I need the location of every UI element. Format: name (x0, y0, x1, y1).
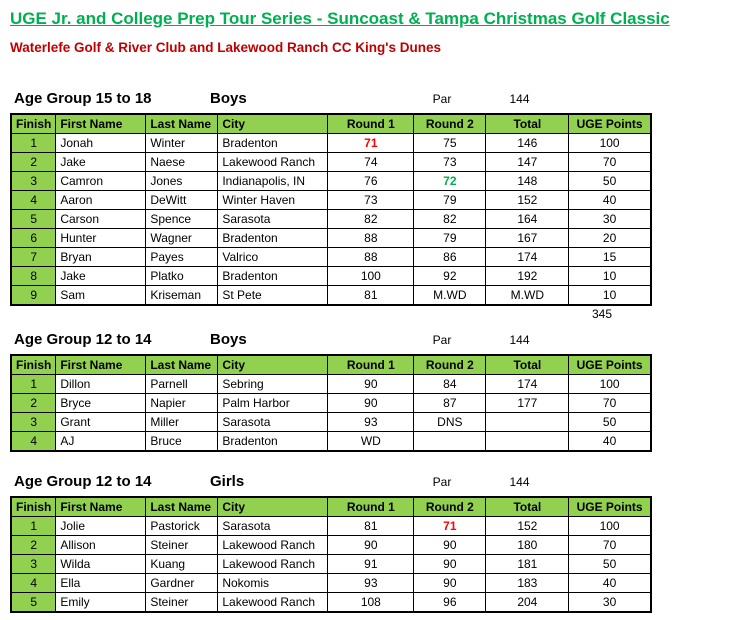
first-name-cell: Camron (56, 172, 146, 191)
table-row (11, 394, 651, 413)
first-name-cell: Ella (56, 574, 146, 593)
first-name-cell: Wilda (56, 555, 146, 574)
col-header-last-name: Last Name (146, 355, 218, 375)
city-cell: Sarasota (218, 413, 328, 432)
table-row (11, 432, 651, 452)
table-row (11, 555, 651, 574)
first-name-cell: Sam (56, 286, 146, 306)
round2-cell: DNS (414, 413, 486, 432)
round2-cell: 86 (414, 248, 486, 267)
col-header-finish: Finish (11, 355, 56, 375)
first-name-cell: Jake (56, 153, 146, 172)
age-group-section-12-14-girls (10, 472, 738, 613)
finish-cell: 2 (11, 394, 56, 413)
finish-cell: 5 (11, 593, 56, 613)
header-row (11, 355, 651, 375)
section-heading (10, 89, 738, 109)
round2-cell: 75 (414, 134, 486, 153)
round1-cell: 73 (328, 191, 414, 210)
finish-cell: 1 (11, 134, 56, 153)
round2-cell: 90 (414, 555, 486, 574)
uge-points-cell: 40 (569, 191, 651, 210)
uge-points-cell: 40 (569, 432, 651, 452)
col-header-finish: Finish (11, 114, 56, 134)
col-header-round1: Round 1 (328, 355, 414, 375)
col-header-round2: Round 2 (414, 114, 486, 134)
city-cell: Lakewood Ranch (218, 536, 328, 555)
first-name-cell: Aaron (56, 191, 146, 210)
uge-points-cell: 30 (569, 593, 651, 613)
age-group-section-15-18-boys (10, 89, 738, 322)
table-row (11, 210, 651, 229)
division-label: Girls (210, 473, 245, 490)
finish-cell: 4 (11, 432, 56, 452)
first-name-cell: Allison (56, 536, 146, 555)
first-name-cell: Grant (56, 413, 146, 432)
uge-points-cell: 50 (569, 172, 651, 191)
round1-cell: WD (328, 432, 414, 452)
last-name-cell: Naese (146, 153, 218, 172)
first-name-cell: Bryan (56, 248, 146, 267)
table-row (11, 191, 651, 210)
first-name-cell: Jolie (56, 517, 146, 536)
finish-cell: 3 (11, 413, 56, 432)
uge-points-cell: 10 (569, 286, 651, 306)
results-table (10, 354, 652, 452)
col-header-finish: Finish (11, 497, 56, 517)
age-group-label: Age Group 12 to 14 (14, 331, 152, 348)
round1-cell: 91 (328, 555, 414, 574)
page-title: UGE Jr. and College Prep Tour Series - Suncoast & Tampa Christmas Golf Classic (10, 9, 670, 28)
round1-cell: 88 (328, 229, 414, 248)
round2-cell: 82 (414, 210, 486, 229)
first-name-cell: Dillon (56, 375, 146, 394)
city-cell: Winter Haven (218, 191, 328, 210)
uge-points-cell: 50 (569, 555, 651, 574)
col-header-first-name: First Name (56, 114, 146, 134)
uge-points-cell: 30 (569, 210, 651, 229)
header-row (11, 497, 651, 517)
city-cell: Lakewood Ranch (218, 593, 328, 613)
finish-cell: 9 (11, 286, 56, 306)
table-row (11, 517, 651, 536)
round1-cell: 82 (328, 210, 414, 229)
section-footer (10, 307, 738, 322)
last-name-cell: Payes (146, 248, 218, 267)
round1-cell: 88 (328, 248, 414, 267)
finish-cell: 3 (11, 555, 56, 574)
city-cell: Bradenton (218, 267, 328, 286)
col-header-round2: Round 2 (414, 355, 486, 375)
col-header-total: Total (486, 355, 569, 375)
col-header-city: City (218, 355, 328, 375)
col-header-uge-points: UGE Points (569, 497, 651, 517)
col-header-city: City (218, 497, 328, 517)
last-name-cell: Winter (146, 134, 218, 153)
round1-cell: 81 (328, 517, 414, 536)
total-cell: 204 (486, 593, 569, 613)
first-name-cell: Jake (56, 267, 146, 286)
results-table (10, 113, 652, 306)
col-header-first-name: First Name (56, 355, 146, 375)
total-cell: 148 (486, 172, 569, 191)
last-name-cell: Bruce (146, 432, 218, 452)
points-sum: 345 (591, 307, 613, 321)
total-cell: 174 (486, 375, 569, 394)
finish-cell: 1 (11, 517, 56, 536)
col-header-round1: Round 1 (328, 114, 414, 134)
last-name-cell: Gardner (146, 574, 218, 593)
round1-cell: 81 (328, 286, 414, 306)
uge-points-cell: 100 (569, 375, 651, 394)
last-name-cell: Napier (146, 394, 218, 413)
uge-points-cell: 20 (569, 229, 651, 248)
total-cell: 174 (486, 248, 569, 267)
col-header-total: Total (486, 114, 569, 134)
col-header-round2: Round 2 (414, 497, 486, 517)
city-cell: Valrico (218, 248, 328, 267)
last-name-cell: Jones (146, 172, 218, 191)
city-cell: Lakewood Ranch (218, 153, 328, 172)
finish-cell: 5 (11, 210, 56, 229)
uge-points-cell: 70 (569, 153, 651, 172)
total-cell: 152 (486, 517, 569, 536)
total-cell: 183 (486, 574, 569, 593)
round1-cell: 93 (328, 413, 414, 432)
round2-cell: 90 (414, 536, 486, 555)
total-cell: 167 (486, 229, 569, 248)
finish-cell: 2 (11, 153, 56, 172)
col-header-first-name: First Name (56, 497, 146, 517)
table-row (11, 267, 651, 286)
city-cell: Palm Harbor (218, 394, 328, 413)
round1-cell: 93 (328, 574, 414, 593)
first-name-cell: Emily (56, 593, 146, 613)
par-value: 144 (509, 475, 530, 489)
total-cell: 146 (486, 134, 569, 153)
total-cell (486, 413, 569, 432)
uge-points-cell: 100 (569, 134, 651, 153)
round1-cell: 108 (328, 593, 414, 613)
last-name-cell: Steiner (146, 536, 218, 555)
uge-points-cell: 100 (569, 517, 651, 536)
city-cell: Sarasota (218, 210, 328, 229)
uge-points-cell: 70 (569, 394, 651, 413)
col-header-last-name: Last Name (146, 497, 218, 517)
last-name-cell: Spence (146, 210, 218, 229)
section-heading (10, 472, 738, 492)
par-label: Par (432, 475, 452, 489)
total-cell: 164 (486, 210, 569, 229)
division-label: Boys (210, 331, 247, 348)
total-cell: 177 (486, 394, 569, 413)
results-table (10, 496, 652, 613)
city-cell: Bradenton (218, 432, 328, 452)
city-cell: Sebring (218, 375, 328, 394)
table-row (11, 574, 651, 593)
round2-cell: 72 (414, 172, 486, 191)
uge-points-cell: 50 (569, 413, 651, 432)
finish-cell: 4 (11, 574, 56, 593)
round2-cell: 79 (414, 229, 486, 248)
table-row (11, 134, 651, 153)
round1-cell: 100 (328, 267, 414, 286)
table-row (11, 229, 651, 248)
round1-cell: 90 (328, 375, 414, 394)
finish-cell: 8 (11, 267, 56, 286)
age-group-label: Age Group 15 to 18 (14, 90, 152, 107)
par-label: Par (432, 333, 452, 347)
first-name-cell: Jonah (56, 134, 146, 153)
table-row (11, 413, 651, 432)
age-group-label: Age Group 12 to 14 (14, 473, 152, 490)
par-value: 144 (509, 92, 530, 106)
city-cell: Indianapolis, IN (218, 172, 328, 191)
table-row (11, 153, 651, 172)
age-group-section-12-14-boys (10, 330, 738, 452)
total-cell: M.WD (486, 286, 569, 306)
uge-points-cell: 70 (569, 536, 651, 555)
last-name-cell: Steiner (146, 593, 218, 613)
last-name-cell: Miller (146, 413, 218, 432)
round2-cell: 71 (414, 517, 486, 536)
col-header-uge-points: UGE Points (569, 114, 651, 134)
finish-cell: 4 (11, 191, 56, 210)
col-header-total: Total (486, 497, 569, 517)
table-row (11, 375, 651, 394)
last-name-cell: Wagner (146, 229, 218, 248)
par-value: 144 (509, 333, 530, 347)
uge-points-cell: 15 (569, 248, 651, 267)
first-name-cell: Hunter (56, 229, 146, 248)
total-cell: 180 (486, 536, 569, 555)
finish-cell: 7 (11, 248, 56, 267)
last-name-cell: Kriseman (146, 286, 218, 306)
header-row (11, 114, 651, 134)
section-heading (10, 330, 738, 350)
table-row (11, 593, 651, 613)
round1-cell: 90 (328, 536, 414, 555)
last-name-cell: Pastorick (146, 517, 218, 536)
division-label: Boys (210, 90, 247, 107)
total-cell: 192 (486, 267, 569, 286)
city-cell: Bradenton (218, 134, 328, 153)
round2-cell: 96 (414, 593, 486, 613)
page-subtitle: Waterlefe Golf & River Club and Lakewood Ranch CC King's Dunes (10, 40, 442, 55)
col-header-last-name: Last Name (146, 114, 218, 134)
round2-cell: 92 (414, 267, 486, 286)
round1-cell: 76 (328, 172, 414, 191)
total-cell (486, 432, 569, 452)
table-row (11, 536, 651, 555)
last-name-cell: DeWitt (146, 191, 218, 210)
round1-cell: 90 (328, 394, 414, 413)
total-cell: 152 (486, 191, 569, 210)
uge-points-cell: 10 (569, 267, 651, 286)
city-cell: Nokomis (218, 574, 328, 593)
round2-cell: 90 (414, 574, 486, 593)
round2-cell: 87 (414, 394, 486, 413)
round2-cell: 73 (414, 153, 486, 172)
city-cell: St Pete (218, 286, 328, 306)
round1-cell: 71 (328, 134, 414, 153)
last-name-cell: Platko (146, 267, 218, 286)
first-name-cell: Bryce (56, 394, 146, 413)
finish-cell: 3 (11, 172, 56, 191)
col-header-round1: Round 1 (328, 497, 414, 517)
finish-cell: 6 (11, 229, 56, 248)
col-header-uge-points: UGE Points (569, 355, 651, 375)
last-name-cell: Kuang (146, 555, 218, 574)
round2-cell: M.WD (414, 286, 486, 306)
last-name-cell: Parnell (146, 375, 218, 394)
col-header-city: City (218, 114, 328, 134)
round2-cell: 84 (414, 375, 486, 394)
par-label: Par (432, 92, 452, 106)
finish-cell: 2 (11, 536, 56, 555)
table-row (11, 248, 651, 267)
finish-cell: 1 (11, 375, 56, 394)
city-cell: Lakewood Ranch (218, 555, 328, 574)
round2-cell (414, 432, 486, 452)
total-cell: 181 (486, 555, 569, 574)
round2-cell: 79 (414, 191, 486, 210)
city-cell: Bradenton (218, 229, 328, 248)
table-row (11, 172, 651, 191)
city-cell: Sarasota (218, 517, 328, 536)
total-cell: 147 (486, 153, 569, 172)
round1-cell: 74 (328, 153, 414, 172)
first-name-cell: Carson (56, 210, 146, 229)
table-row (11, 286, 651, 306)
first-name-cell: AJ (56, 432, 146, 452)
uge-points-cell: 40 (569, 574, 651, 593)
